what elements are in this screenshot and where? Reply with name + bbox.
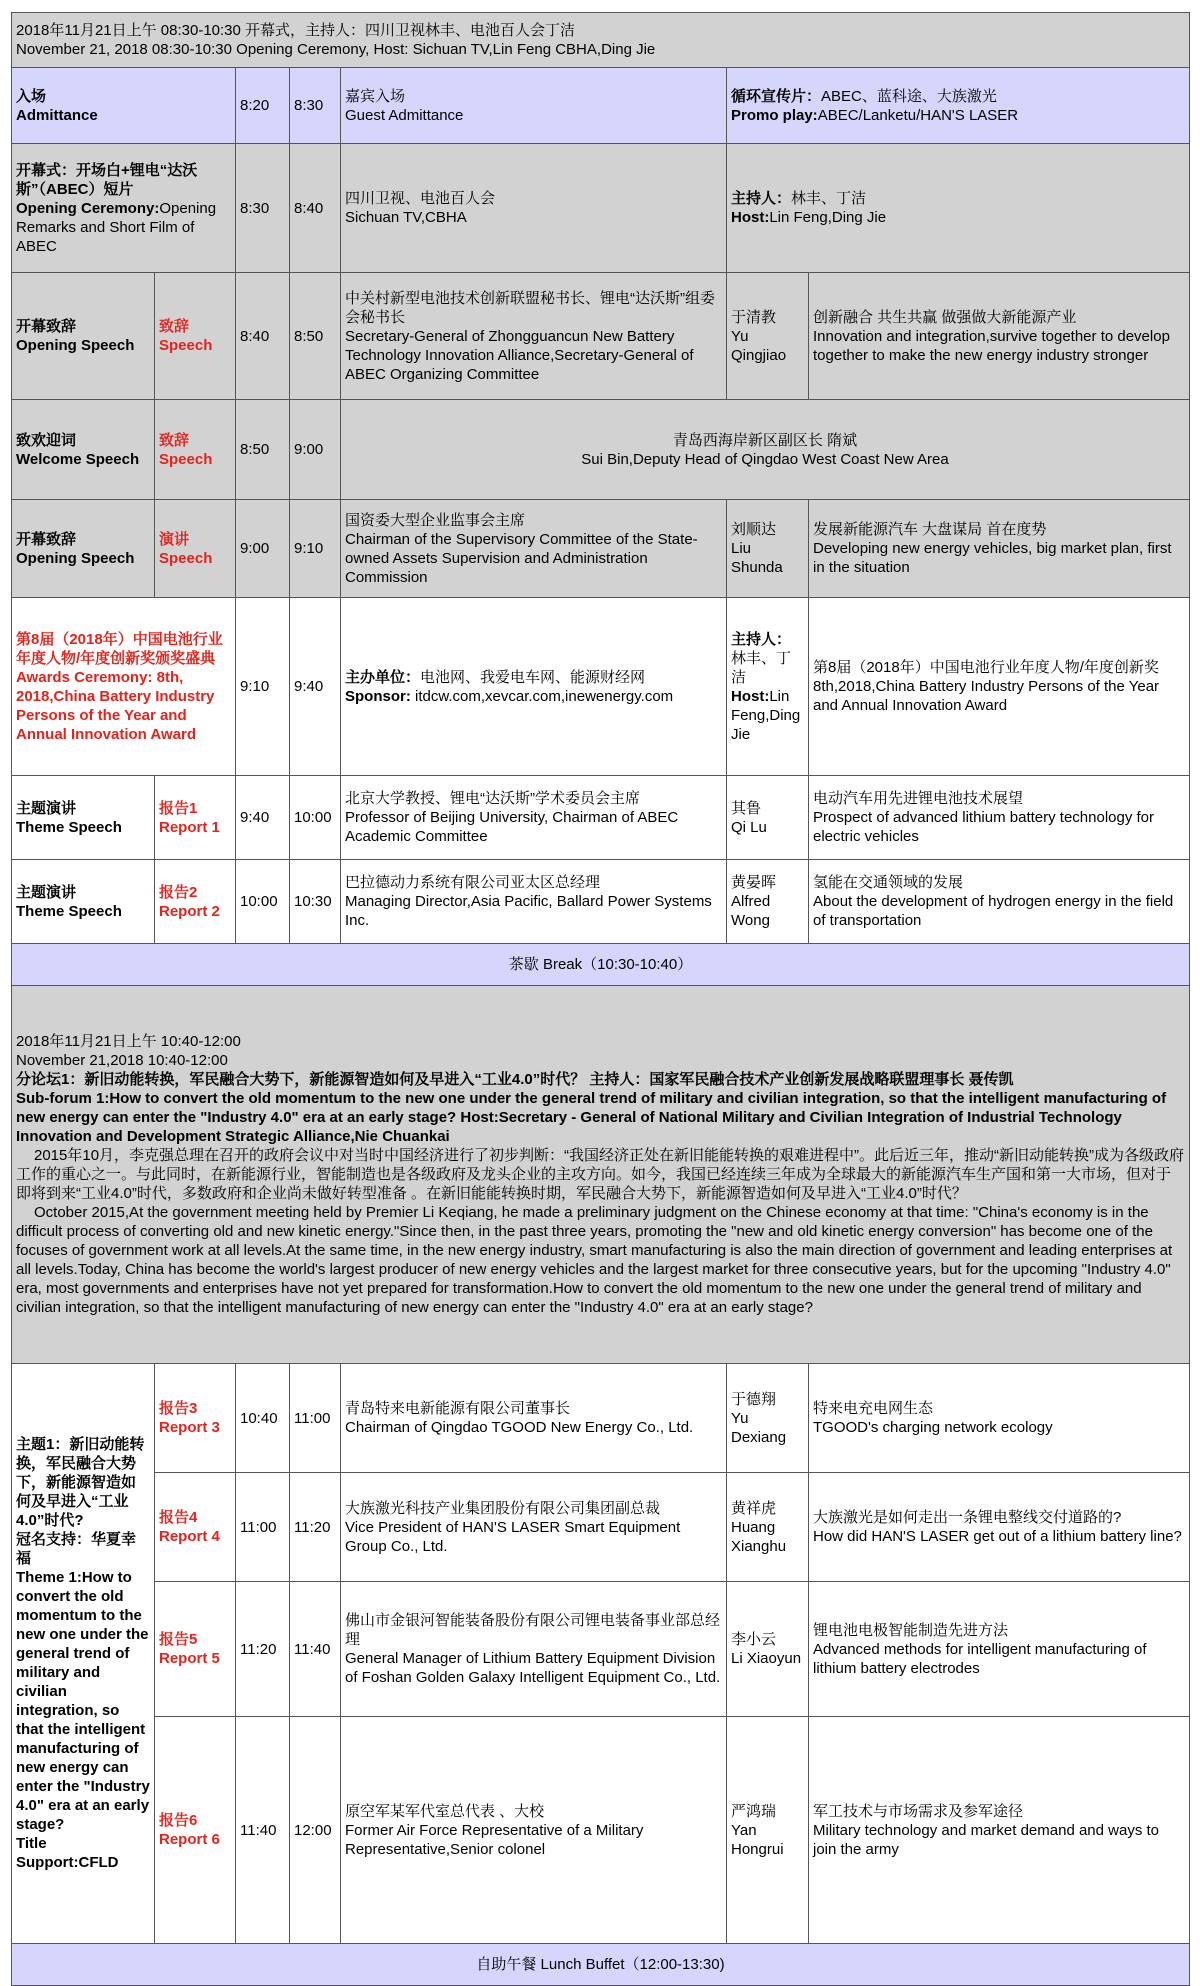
opening2-tag-en: Speech	[159, 549, 213, 567]
welcome-label-cn: 致欢迎词	[16, 431, 77, 449]
theme2-start: 10:00	[236, 860, 290, 944]
opening2-speaker-cn: 刘顺达	[731, 521, 777, 538]
opening-host-en: Lin Feng,Ding Jie	[769, 209, 887, 226]
speech-label-cn: 开幕致辞	[16, 318, 77, 335]
speech-start: 8:40	[236, 273, 290, 400]
forum-title-en: Sub-forum 1:How to convert the old momentum to the new one under the general trend of military and civilian integration, so that the intelligent manufacturing of new energy can enter the "Industry 4.0" era at an early stage? Host:Secretary - General of National Military and Civilian Integration of Industrial Technology Innovation and Development Strategic Alliance,Nie Chuankai	[16, 1090, 1167, 1145]
report3-start: 10:40	[236, 1364, 290, 1473]
theme1-title-cn: 电动汽车用先进锂电池技术展望	[813, 790, 1024, 807]
theme2-label-en: Theme Speech	[16, 902, 122, 920]
promo-en: ABEC/Lanketu/HAN'S LASER	[817, 106, 1019, 124]
report5-title-cn: 锂电池电极智能制造先进方法	[813, 1621, 1009, 1639]
report4-tag-en: Report 4	[159, 1528, 220, 1545]
report-4-row	[12, 1473, 1190, 1582]
speech-title-cn: 创新融合 共生共赢 做强做大新能源产业	[813, 308, 1077, 326]
theme-block-sponsor-cn: 冠名支持：华夏幸福	[16, 1531, 137, 1567]
awards-label-en: Awards Ceremony: 8th, 2018,China Battery Industry Persons of the Year and Annual Innovation Award	[16, 668, 215, 743]
theme2-tag-cn: 报告2	[159, 883, 198, 901]
report5-role-cn: 佛山市金银河智能装备股份有限公司锂电装备事业部总经理	[345, 1612, 721, 1648]
opening-org-cn: 四川卫视、电池百人会	[345, 190, 496, 207]
opening2-end: 9:10	[290, 500, 341, 598]
report4-role-cn: 大族激光科技产业集团股份有限公司集团副总裁	[345, 1499, 661, 1517]
opening-end: 8:40	[290, 144, 341, 273]
welcome-speaker-en: Sui Bin,Deputy Head of Qingdao West Coast New Area	[581, 450, 949, 468]
section2-header-row	[12, 986, 1190, 1364]
opening-host-cn: 林丰、丁洁	[791, 190, 867, 207]
report5-role-en: General Manager of Lithium Battery Equipment Division of Foshan Golden Galaxy Intelligent Equipment Co., Ltd.	[345, 1650, 721, 1686]
theme1-tag-en: Report 1	[159, 818, 220, 836]
section1-header-en: November 21, 2018 08:30-10:30 Opening Ceremony, Host: Sichuan TV,Lin Feng CBHA,Ding Jie	[16, 41, 656, 58]
opening-start: 8:30	[236, 144, 290, 273]
theme1-role-en: Professor of Beijing University, Chairman of ABEC Academic Committee	[345, 809, 679, 845]
awards-title-en: 8th,2018,China Battery Industry Persons of the Year and Annual Innovation Award	[813, 678, 1160, 714]
report6-end: 12:00	[290, 1717, 341, 1944]
forum-intro-cn: 2015年10月，李克强总理在召开的政府会议中对当时中国经济进行了初步判断：“我国经济正处在新旧能能转换的艰难进程中”。此后近三年，推动“新旧动能转换”成为各级政府工作的重心之一。与此同时，在新能源行业，智能制造也是各级政府及龙头企业的主攻方向。如今，我国已经连续三年成为全球最大的新能源汽车生产国和第一大市场，但对于即将到来“工业4.0”时代，多数政府和企业尚未做好转型准备 。在新旧能能转换时期，军民融合大势下，新能源智造如何及早进入“工业4.0”时代？	[16, 1147, 1185, 1202]
opening-host-en-label: Host:	[731, 209, 770, 226]
welcome-tag-cn: 致辞	[159, 431, 190, 449]
opening-label-en-bold: Opening Ceremony:	[16, 199, 160, 217]
theme1-speaker-en: Qi Lu	[731, 818, 767, 836]
report6-tag-en: Report 6	[159, 1831, 220, 1848]
opening2-role-en: Chairman of the Supervisory Committee of the State-owned Assets Supervision and Administration Commission	[345, 530, 698, 586]
report6-tag-cn: 报告6	[159, 1812, 198, 1829]
theme-block-cn: 主题1：新旧动能转换，军民融合大势下，新能源智造如何及早进入“工业4.0”时代?	[16, 1436, 145, 1529]
opening-speech-row	[12, 273, 1190, 400]
awards-start: 9:10	[236, 598, 290, 776]
theme2-speaker-en: Alfred Wong	[731, 893, 771, 929]
report5-start: 11:20	[236, 1582, 290, 1717]
report4-title-en: How did HAN'S LASER get out of a lithium battery line?	[813, 1528, 1182, 1545]
opening-ceremony-row	[12, 144, 1190, 273]
opening2-role-cn: 国资委大型企业监事会主席	[345, 511, 526, 529]
opening-host-cn-label: 主持人：	[731, 190, 792, 207]
opening2-speaker-en: Liu Shunda	[731, 540, 783, 576]
report3-title-en: TGOOD's charging network ecology	[813, 1419, 1053, 1436]
speech-role-cn: 中关村新型电池技术创新联盟秘书长、锂电“达沃斯”组委会秘书长	[345, 289, 715, 326]
theme1-label-cn: 主题演讲	[16, 799, 77, 817]
theme2-speaker-cn: 黄晏晖	[731, 874, 777, 891]
theme-block-sponsor-en: Title Support:CFLD	[16, 1835, 119, 1871]
theme-speech-1-row	[12, 776, 1190, 860]
theme1-end: 10:00	[290, 776, 341, 860]
opening2-label-en: Opening Speech	[16, 549, 135, 567]
forum-intro-en: October 2015,At the government meeting held by Premier Li Keqiang, he made a preliminary judgment on the Chinese economy at that time: "China's economy is in the difficult process of converting old and new kinetic energy."Since then, in the past three years, promoting the "new and old kinetic energy conversion" has become one of the focuses of government work at all levels.At the same time, in the new energy industry, smart manufacturing is also the main direction of government and leading enterprises at all levels.Today, China has become the world's largest producer of new energy vehicles and the largest market for three consecutive years, but for the upcoming "Industry 4.0" era, most governments and enterprises have not yet prepared for transformation.How to convert the old momentum to the new one under the general trend of military and civilian integration, so that the intelligent manufacturing of new energy can enter the "Industry 4.0" era at an early stage?	[16, 1204, 1173, 1316]
admittance-start: 8:20	[236, 68, 290, 144]
forum-title-cn: 分论坛1：新旧动能转换，军民融合大势下，新能源智造如何及早进入“工业4.0”时代？ 主持人：国家军民融合技术产业创新发展战略联盟理事长 聂传凯	[16, 1071, 1014, 1088]
report4-start: 11:00	[236, 1473, 290, 1582]
report4-title-cn: 大族激光是如何走出一条锂电整线交付道路的?	[813, 1509, 1122, 1526]
report6-speaker-en: Yan Hongrui	[731, 1821, 784, 1858]
report5-title-en: Advanced methods for intelligent manufacturing of lithium battery electrodes	[813, 1640, 1147, 1677]
speech-title-en: Innovation and integration,survive together to develop together to make the new energy industry stronger	[813, 327, 1170, 364]
report5-tag-en: Report 5	[159, 1650, 220, 1667]
awards-row	[12, 598, 1190, 776]
promo-en-label: Promo play:	[731, 106, 818, 124]
theme2-title-cn: 氢能在交通领域的发展	[813, 874, 964, 891]
welcome-start: 8:50	[236, 400, 290, 500]
speech-end: 8:50	[290, 273, 341, 400]
report-6-row	[12, 1717, 1190, 1944]
report5-speaker-cn: 李小云	[731, 1631, 777, 1648]
opening-speech-2-row	[12, 500, 1190, 598]
report3-end: 11:00	[290, 1364, 341, 1473]
lunch-row	[12, 1944, 1190, 1986]
promo-cn-label: 循环宣传片：	[731, 87, 822, 105]
theme2-role-cn: 巴拉德动力系统有限公司亚太区总经理	[345, 874, 601, 891]
report4-speaker-cn: 黄祥虎	[731, 1499, 777, 1517]
admittance-label-en: Admittance	[16, 106, 98, 124]
report4-speaker-en: Huang Xianghu	[731, 1518, 787, 1555]
theme1-role-cn: 北京大学教授、锂电“达沃斯”学术委员会主席	[345, 790, 640, 807]
welcome-speech-row	[12, 400, 1190, 500]
agenda-table	[11, 12, 1190, 1986]
break-label: 茶歇 Break（10:30-10:40）	[12, 944, 1190, 986]
theme1-block	[12, 1364, 155, 1944]
speech-label-en: Opening Speech	[16, 337, 135, 354]
awards-sponsor-en: itdcw.com,xevcar.com,inewenergy.com	[410, 687, 674, 705]
report3-role-cn: 青岛特来电新能源有限公司董事长	[345, 1400, 571, 1417]
report4-role-en: Vice President of HAN'S LASER Smart Equipment Group Co., Ltd.	[345, 1518, 681, 1555]
admittance-topic-cn: 嘉宾入场	[345, 87, 406, 105]
theme-block-en: Theme 1:How to convert the old momentum to the new one under the general trend of military and civilian integration, so that the intelligent manufacturing of new energy can enter the "Industry 4.0" era at an early stage?	[16, 1569, 150, 1833]
awards-host-cn-label: 主持人：	[731, 630, 792, 648]
section2-date-cn: 2018年11月21日上午 10:40-12:00	[16, 1033, 241, 1050]
report5-speaker-en: Li Xiaoyun	[731, 1650, 802, 1667]
theme1-tag-cn: 报告1	[159, 799, 198, 817]
report4-tag-cn: 报告4	[159, 1509, 198, 1526]
report6-title-cn: 军工技术与市场需求及参军途径	[813, 1802, 1024, 1820]
report5-end: 11:40	[290, 1582, 341, 1717]
report3-role-en: Chairman of Qingdao TGOOD New Energy Co., Ltd.	[345, 1419, 694, 1436]
opening2-title-cn: 发展新能源汽车 大盘谋局 首在度势	[813, 521, 1047, 538]
report4-end: 11:20	[290, 1473, 341, 1582]
awards-label-cn: 第8届（2018年）中国电池行业年度人物/年度创新奖颁奖盛典	[16, 630, 223, 667]
theme1-start: 9:40	[236, 776, 290, 860]
report6-title-en: Military technology and market demand and ways to join the army	[813, 1821, 1160, 1858]
report-5-row	[12, 1582, 1190, 1717]
theme-speech-2-row	[12, 860, 1190, 944]
report3-speaker-cn: 于德翔	[731, 1390, 777, 1408]
speech-speaker-cn: 于清教	[731, 308, 777, 326]
opening2-start: 9:00	[236, 500, 290, 598]
awards-host-en-label: Host:	[731, 687, 770, 705]
awards-host-cn: 林丰、丁洁	[731, 649, 792, 686]
opening-label-en: Opening Remarks and Short Film of ABEC	[16, 199, 217, 255]
section1-header-cn: 2018年11月21日上午 08:30-10:30 开幕式，主持人：四川卫视林丰、电池百人会丁洁	[16, 22, 576, 39]
theme1-title-en: Prospect of advanced lithium battery technology for electric vehicles	[813, 809, 1155, 845]
report3-speaker-en: Yu Dexiang	[731, 1409, 787, 1446]
speech-speaker-en: Yu Qingjiao	[731, 327, 787, 364]
admittance-row	[12, 68, 1190, 144]
report6-role-cn: 原空军某军代室总代表 、大校	[345, 1802, 545, 1820]
opening-label-cn: 开幕式：开场白+锂电“达沃斯”（ABEC）短片	[16, 161, 198, 198]
opening-org-en: Sichuan TV,CBHA	[345, 209, 467, 226]
admittance-end: 8:30	[290, 68, 341, 144]
awards-sponsor-en-label: Sponsor:	[345, 687, 411, 705]
report3-tag-en: Report 3	[159, 1419, 220, 1436]
opening2-tag-cn: 演讲	[159, 530, 190, 548]
promo-cn: ABEC、蓝科途、大族激光	[821, 87, 997, 105]
welcome-speaker-cn: 青岛西海岸新区副区长 隋斌	[672, 431, 858, 449]
report6-speaker-cn: 严鸿瑞	[731, 1802, 777, 1820]
section2-date-en: November 21,2018 10:40-12:00	[16, 1052, 228, 1069]
admittance-label-cn: 入场	[16, 87, 47, 105]
lunch-label: 自助午餐 Lunch Buffet（12:00-13:30)	[12, 1944, 1190, 1986]
report5-tag-cn: 报告5	[159, 1631, 198, 1648]
report3-title-cn: 特来电充电网生态	[813, 1400, 934, 1417]
theme1-label-en: Theme Speech	[16, 818, 122, 836]
report6-role-en: Former Air Force Representative of a Military Representative,Senior colonel	[345, 1821, 644, 1858]
report6-start: 11:40	[236, 1717, 290, 1944]
theme2-title-en: About the development of hydrogen energy in the field of transportation	[813, 893, 1174, 929]
section1-header-row	[12, 13, 1190, 68]
awards-sponsor-cn-label: 主办单位：	[345, 668, 421, 686]
speech-tag-en: Speech	[159, 337, 213, 354]
report3-tag-cn: 报告3	[159, 1400, 198, 1417]
opening2-title-en: Developing new energy vehicles, big market plan, first in the situation	[813, 540, 1172, 576]
theme2-tag-en: Report 2	[159, 902, 220, 920]
welcome-end: 9:00	[290, 400, 341, 500]
awards-title-cn: 第8届（2018年）中国电池行业年度人物/年度创新奖	[813, 659, 1159, 676]
report-3-row	[12, 1364, 1190, 1473]
theme1-speaker-cn: 其鲁	[731, 799, 762, 817]
welcome-label-en: Welcome Speech	[16, 450, 140, 468]
theme2-end: 10:30	[290, 860, 341, 944]
admittance-topic-en: Guest Admittance	[345, 106, 464, 124]
break-row	[12, 944, 1190, 986]
awards-host-en: Lin Feng,Ding Jie	[731, 687, 801, 743]
awards-end: 9:40	[290, 598, 341, 776]
theme2-label-cn: 主题演讲	[16, 883, 77, 901]
theme2-role-en: Managing Director,Asia Pacific, Ballard Power Systems Inc.	[345, 893, 712, 929]
speech-tag-cn: 致辞	[159, 318, 190, 335]
welcome-tag-en: Speech	[159, 450, 213, 468]
opening2-label-cn: 开幕致辞	[16, 530, 77, 548]
speech-role-en: Secretary-General of Zhongguancun New Battery Technology Innovation Alliance,Secretary-General of ABEC Organizing Committee	[345, 327, 694, 383]
awards-sponsor-cn: 电池网、我爱电车网、能源财经网	[420, 668, 646, 686]
